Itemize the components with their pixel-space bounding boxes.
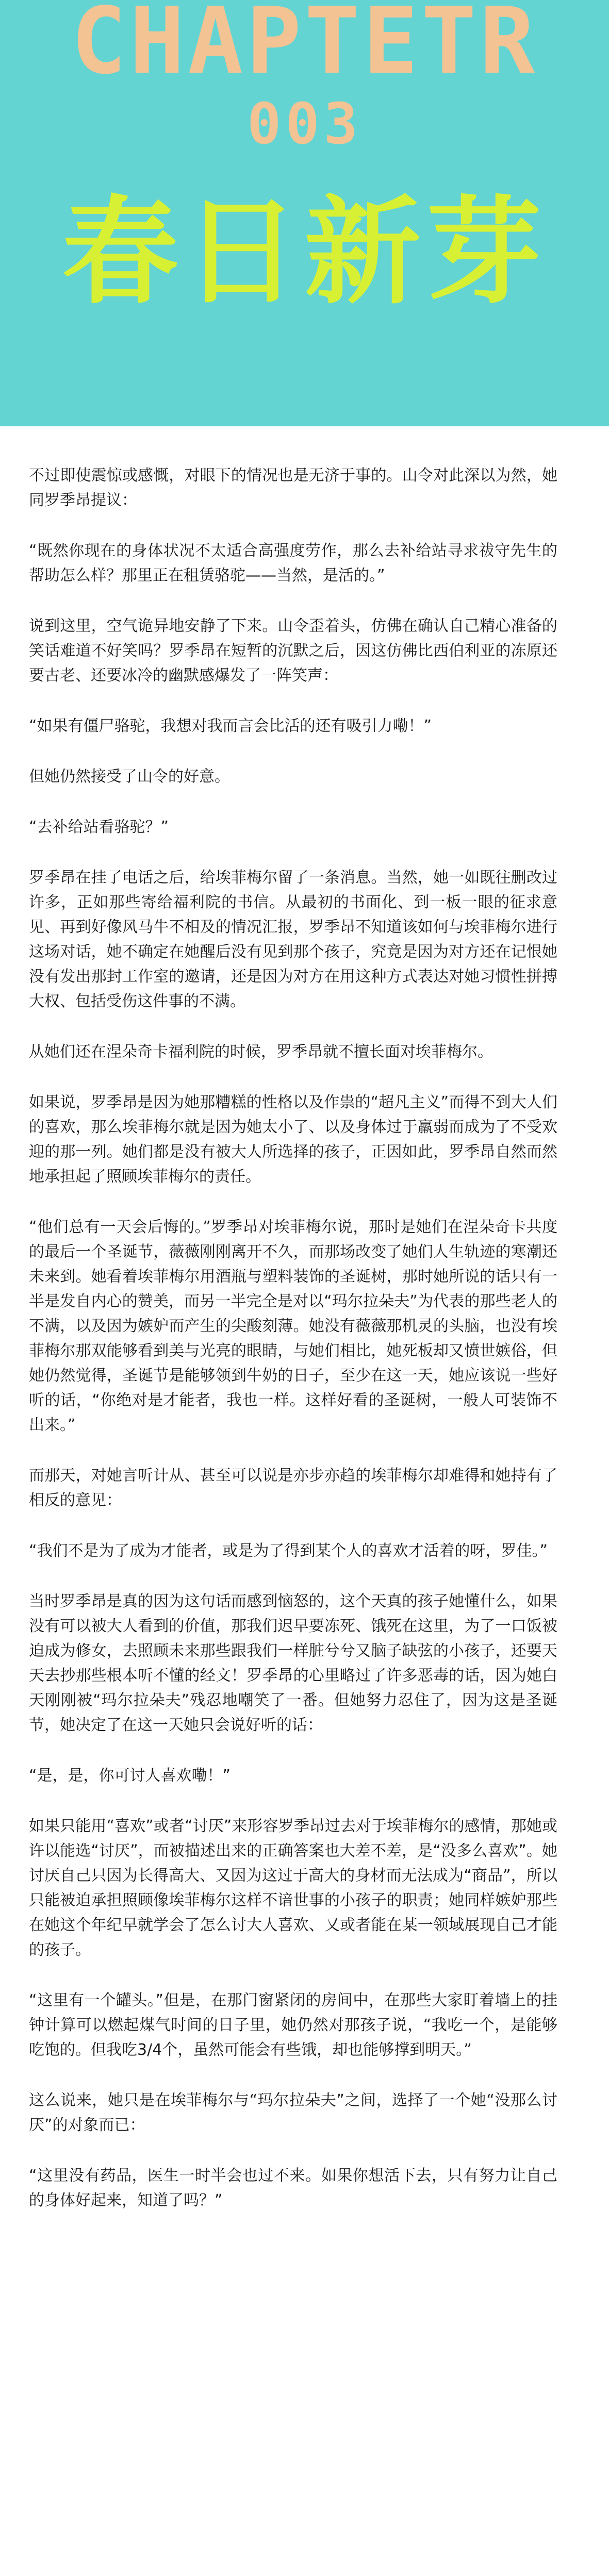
chapter-number: 003 [247, 91, 362, 157]
chapter-name: 春日新芽 [62, 185, 547, 320]
paragraph: 不过即使震惊或感慨，对眼下的情况也是无济于事的。山令对此深以为然，她同罗季昂提议： [29, 467, 557, 509]
paragraph: “这里没有药品，医生一时半会也过不来。如果你想活下去，只有努力让自己的身体好起来，知道了吗？” [29, 2167, 557, 2209]
chapter-title: CHAPTETR [71, 0, 538, 94]
paragraph: 但她仍然接受了山令的好意。 [29, 768, 230, 786]
paragraph: 而那天，对她言听计从、甚至可以说是亦步亦趋的埃菲梅尔却难得和她持有了相反的意见： [29, 1467, 557, 1509]
paragraph: 当时罗季昂是真的因为这句话而感到恼怒的，这个天真的孩子她懂什么，如果没有可以被大人看到的价值，那我们迟早要冻死、饿死在这里，为了一口饭被迫成为修女，去照顾未来那些跟我们一样脏兮兮又脑子缺弦的小孩子，还要天天去抄那些根本听不懂的经文！罗季昂的心里略过了许多恶毒的话，因为她白天刚刚被“玛尔拉朵夫”残忍地嘲笑了一番。但她努力忍住了，因为这是圣诞节，她决定了在这一天她只会说好听的话： [29, 1592, 557, 1734]
paragraph: 罗季昂在挂了电话之后，给埃菲梅尔留了一条消息。当然，她一如既往删改过许多，正如那些寄给福利院的书信。从最初的书面化、到一板一眼的征求意见、再到好像风马牛不相及的情况汇报，罗季昂不知道该如何与埃菲梅尔进行这场对话，她不确定在她醒后没有见到那个孩子，究竟是因为对方还在记恨她没有发出那封工作室的邀请，还是因为对方在用这种方式表达对她习惯性拼搏大权、包括受伤这件事的不满。 [29, 869, 557, 1010]
paragraph: “去补给站看骆驼？” [29, 818, 169, 836]
paragraph: “是，是，你可讨人喜欢嘞！” [29, 1767, 231, 1785]
paragraph: 从她们还在涅朵奇卡福利院的时候，罗季昂就不擅长面对埃菲梅尔。 [29, 1043, 493, 1061]
paragraph: 这么说来，她只是在埃菲梅尔与“玛尔拉朵夫”之间，选择了一个她“没那么讨厌”的对象而已： [29, 2091, 557, 2134]
chapter-body [0, 426, 609, 2213]
paragraph: “既然你现在的身体状况不太适合高强度劳作，那么去补给站寻求祓守先生的帮助怎么样？那里正在租赁骆驼——当然，是活的。” [29, 542, 557, 585]
paragraph: “这里有一个罐头。”但是，在那门窗紧闭的房间中，在那些大家盯着墙上的挂钟计算可以燃起煤气时间的日子里，她仍然对那孩子说，“我吃一个，是能够吃饱的。但我吃3/4个，虽然可能会有些饿，却也能够撑到明天。” [29, 1991, 557, 2059]
paragraph: “我们不是为了成为才能者，或是为了得到某个人的喜欢才活着的呀，罗佳。” [29, 1542, 548, 1560]
paragraph: “如果有僵尸骆驼，我想对我而言会比活的还有吸引力嘞！” [29, 717, 432, 735]
paragraph: 说到这里，空气诡异地安静了下来。山令歪着头，仿佛在确认自己精心准备的笑话难道不好笑吗？罗季昂在短暂的沉默之后，因这仿佛比西伯利亚的冻原还要古老、还要冰冷的幽默感爆发了一阵笑声： [29, 617, 557, 685]
paragraph: 如果说，罗季昂是因为她那糟糕的性格以及作祟的“超凡主义”而得不到大人们的喜欢，那么埃菲梅尔就是因为她太小了、以及身体过于羸弱而成为了不受欢迎的那一列。她们都是没有被大人所选择的孩子，正因如此，罗季昂自然而然地承担起了照顾埃菲梅尔的责任。 [29, 1093, 557, 1186]
paragraph: “他们总有一天会后悔的。”罗季昂对埃菲梅尔说，那时是她们在涅朵奇卡共度的最后一个圣诞节，薇薇刚刚离开不久，而那场改变了她们人生轨迹的寒潮还未来到。她看着埃菲梅尔用酒瓶与塑料装饰的圣诞树，那时她所说的话只有一半是发自内心的赞美，而另一半完全是对以“玛尔拉朵夫”为代表的那些老人的不满，以及因为嫉妒而产生的尖酸刻薄。她没有薇薇那机灵的头脑，也没有埃菲梅尔那双能够看到美与光亮的眼睛，与她们相比，她死板却又愤世嫉俗，但她仍然觉得，圣诞节是能够领到牛奶的日子，至少在这一天，她应该说一些好听的话，“你绝对是才能者，我也一样。这样好看的圣诞树，一般人可装饰不出来。” [29, 1218, 557, 1434]
paragraph: 如果只能用“喜欢”或者“讨厌”来形容罗季昂过去对于埃菲梅尔的感情，那她或许以能选“讨厌”，而被描述出来的正确答案也大差不差，是“没多么喜欢”。她讨厌自己只因为长得高大、又因为这过于高大的身材而无法成为“商品”，所以只能被迫承担照顾像埃菲梅尔这样不谙世事的小孩子的职责；她同样嫉妒那些在她这个年纪早就学会了怎么讨大人喜欢、又或者能在某一领域展现自己才能的孩子。 [29, 1817, 557, 1959]
chapter-header [0, 0, 609, 426]
